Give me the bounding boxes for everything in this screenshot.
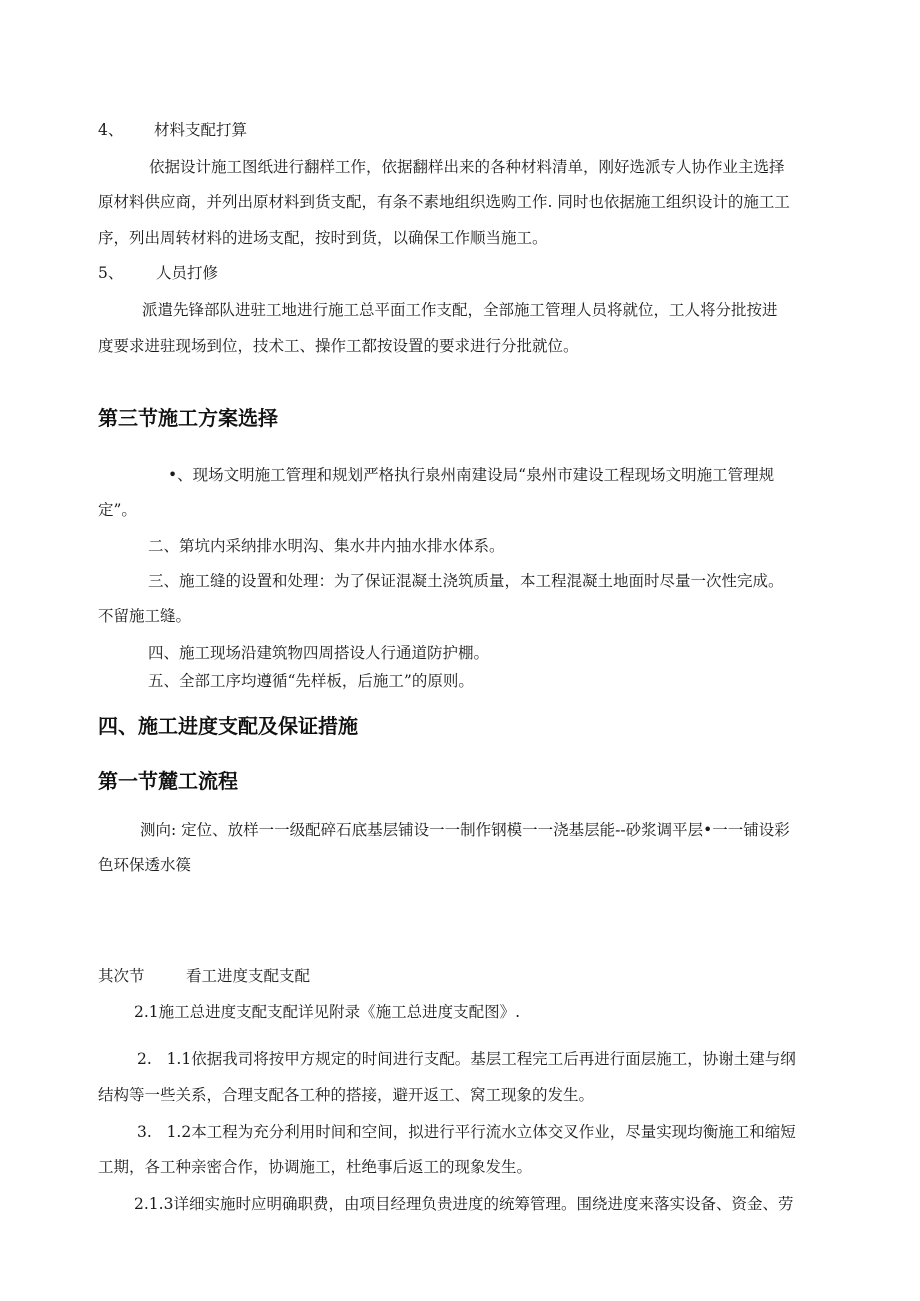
scheme-item-3-line-1: 三、施工缝的设置和处理：为了保证混凝土浇筑质量，本工程混凝土地面时尽量一次性完成。 — [148, 572, 784, 590]
section-2-label: 其次节 — [98, 967, 145, 985]
section-4-line-1: 依据设计施工图纸进行翻样工作，依据翻样出来的各种材料清单，刚好选派专人协作业主选择 — [149, 158, 785, 176]
scheme-item-1-line-2: 定”。 — [98, 501, 137, 519]
section-4-title: 材料支配打算 — [154, 121, 248, 139]
chapter-4-section-1-title: 第一节麓工流程 — [98, 769, 238, 793]
flow-line-2: 色环保透水篌 — [98, 856, 192, 874]
scheme-item-2: 二、第坑内采纳排水明沟、集水井内抽水排水体系。 — [148, 537, 505, 555]
section-4-line-2: 原材料供应商，并列出原材料到货支配，有条不素地组织选购工作. 同时也依据施工组织设计的施工工 — [98, 193, 790, 211]
scheme-item-3-line-2: 不留施工缝。 — [98, 607, 192, 625]
section-4-heading — [98, 120, 247, 140]
section-5-title: 人员打修 — [156, 264, 219, 282]
schedule-para-4: 2.1.3详细实施时应明确职费，由项目经理负贵进度的统筹管理。围绕进度来落实设备、资金、劳 — [134, 1195, 794, 1213]
schedule-para-3-line-2: 工期，各工种亲密合作，协调施工，杜绝事后返工的现象发生。 — [98, 1158, 533, 1176]
schedule-para-3-line-1: 3. 1.2本工程为充分利用时间和空间，拟进行平行流水立体交叉作业，尽量实现均衡施工和缩短 — [137, 1123, 796, 1141]
section-2-heading — [98, 966, 310, 986]
scheme-item-5: 五、全部工序均遵循“先样板，后施工”的原则。 — [148, 672, 474, 690]
schedule-para-1: 2.1施工总进度支配支配详见附录《施工总进度支配图》. — [134, 1003, 521, 1021]
section-3-title: 第三节施工方案选择 — [98, 406, 278, 430]
section-2-title: 看工进度支配支配 — [186, 967, 311, 985]
schedule-para-2-line-1: 2. 1.1依据我司将按甲方规定的时间进行支配。基层工程完工后再进行面层施工，协谢土建与纲 — [137, 1050, 796, 1068]
section-5-heading — [98, 263, 218, 283]
schedule-para-2-line-2: 结构等一些关系，合理支配各工种的搭接，避开返工、窝工现象的发生。 — [98, 1086, 595, 1104]
section-4-line-3: 序，列出周转材料的进场支配，按时到货，以确保工作顺当施工。 — [98, 229, 548, 247]
section-4-number: 4、 — [98, 121, 124, 139]
scheme-item-1-line-1: •、现场文明施工管理和规划严格执行泉州南建设局“泉州市建设工程现场文明施工管理规 — [168, 466, 775, 484]
chapter-4-title: 四、施工进度支配及保证措施 — [98, 714, 358, 738]
flow-line-1: 测向: 定位、放样一一级配碎石底基层铺设一一制作钢模一一浇基层能--砂浆调平层•一一铺设彩 — [140, 821, 790, 839]
section-5-line-2: 度要求进驻现场到位，技术工、操作工都按设置的要求进行分批就位。 — [98, 337, 579, 355]
section-5-line-1: 派遣先锋部队进驻工地进行施工总平面工作支配，全部施工管理人员将就位，工人将分批按进 — [142, 301, 778, 319]
section-5-number: 5、 — [98, 264, 124, 282]
scheme-item-4: 四、施工现场沿建筑物四周搭设人行通道防护棚。 — [148, 644, 490, 662]
